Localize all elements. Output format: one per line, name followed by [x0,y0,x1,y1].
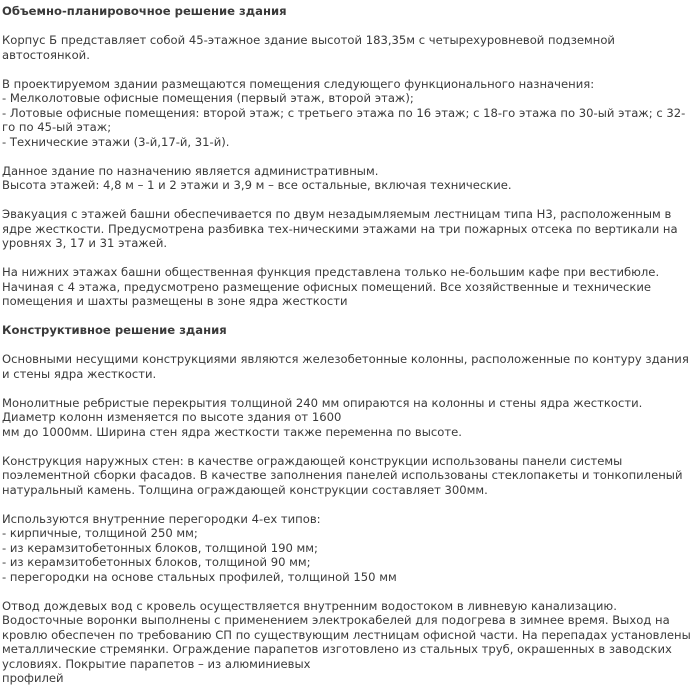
drainage-line: Отвод дождевых вод с кровель осуществляется внутренним водостоком в ливневую канализацию. Водосточные воронки выполнены с применением электрокабелей для подогрева в зимнее время. Выход на кровлю обеспечен по требованию СП по существующим лестницам офисной части. На перепадах установлены металлические стремянки. Ограждение парапетов изготовлено из стальных труб, окрашенных в заводских условиях. Покрытие парапетов – из алюминиевых [2,598,691,671]
section-heading-structure: Конструктивное решение здания [2,323,227,337]
partitions-list-item: - из керамзитобетонных блоков, толщиной 90 мм; [2,555,311,569]
floor-height-line: Высота этажей: 4,8 м – 1 и 2 этажи и 3,9 м – все остальные, включая технические. [2,178,512,192]
building-type-line: Данное здание по назначению является административным. [2,163,379,178]
purpose-list-item: - Технические этажи (3-й,17-й, 31-й). [2,134,230,149]
paragraph-load-bearing: Основными несущими конструкциями являются железобетонные колонны, расположенные по контуру здания и стены ядра жесткости. [2,352,689,381]
paragraph-drainage [2,599,698,686]
purpose-intro-line: В проектируемом здании размещаются помещения следующего функционального назначения: [2,76,595,91]
drainage-line: профилей [2,671,64,685]
paragraph-building-type [2,164,698,193]
partitions-list-item: - перегородки на основе стальных профилей, толщиной 150 мм [2,569,397,584]
paragraph-evacuation: Эвакуация с этажей башни обеспечивается по двум незадымляемым лестницам типа Н3, расположенным в ядре жесткости. Предусмотрена разбивка тех-ническими этажами на три пожарных отсека по вертикали на уровнях 3, 17 и 31 этажей. [2,207,678,250]
paragraph-partitions [2,512,698,585]
partitions-intro-line: Используются внутренние перегородки 4-ех типов: [2,511,321,526]
paragraph-slabs [2,396,698,440]
document-body [2,4,698,700]
slabs-line: мм до 1000мм. Ширина стен ядра жесткости также переменна по высоте. [2,424,462,439]
partitions-list-item: - кирпичные, толщиной 250 мм; [2,526,198,540]
section-heading-layout: Объемно-планировочное решение здания [2,4,287,18]
partitions-list-item: - из керамзитобетонных блоков, толщиной 190 мм; [2,540,318,555]
paragraph-lower-floors: На нижних этажах башни общественная функция представлена только не-большим кафе при вестибюле. Начиная с 4 этажа, предусмотрено размещение офисных помещений. Все хозяйственные и технические помещения и шахты размещены в зоне ядра жесткости [2,265,660,308]
purpose-list-item: - Мелколотовые офисные помещения (первый этаж, второй этаж); [2,91,414,105]
slabs-line: Монолитные ребристые перекрытия толщиной 240 мм опираются на колонны и стены ядра жесткости. Диаметр колонн изменяется по высоте здания от 1600 [2,395,643,424]
paragraph-external-walls: Конструкция наружных стен: в качестве ограждающей конструкции использованы панели системы поэлементной сборки фасадов. В качестве заполнения панелей использованы стеклопакеты и тонкопиленый натуральный камень. Толщина ограждающей конструкции составляет 300мм. [2,453,683,497]
paragraph-functional-purpose [2,77,698,150]
purpose-list-item: - Лотовые офисные помещения: второй этаж; с третьего этажа по 16 этаж; с 18-го этажа по 30-ый этаж; с 32-го по 45-ый этаж; [2,105,686,134]
paragraph-building-overview: Корпус Б представляет собой 45-этажное здание высотой 183,35м с четырехуровневой подземной автостоянкой. [2,33,615,62]
